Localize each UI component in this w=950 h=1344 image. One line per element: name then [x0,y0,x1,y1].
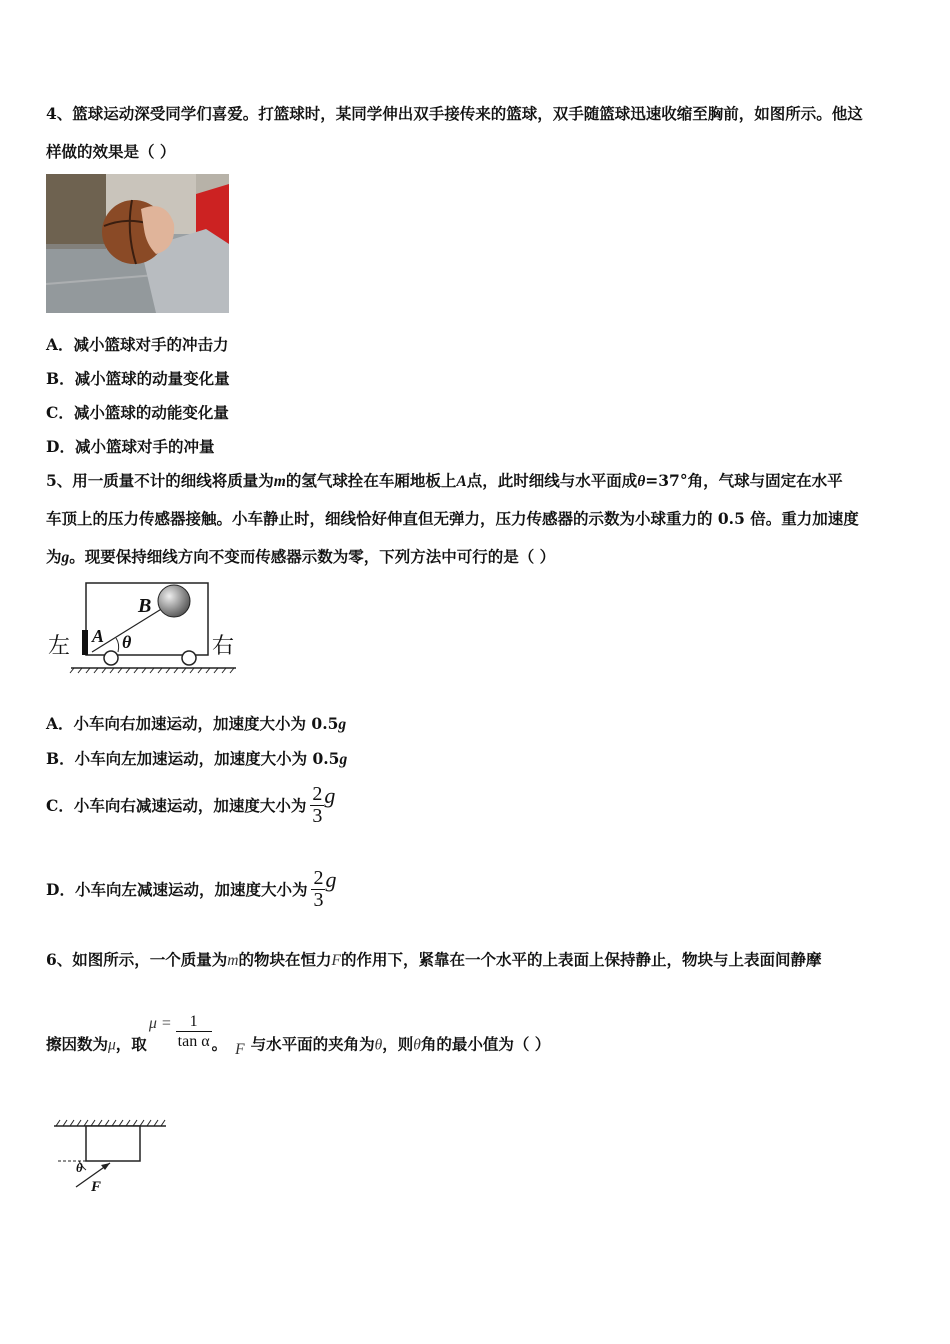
q5-option-d: D．小车向左减速运动，加速度大小为 $\frac{2}{3}$ g [46,866,337,911]
q4-option-a: A．减小篮球对手的冲击力 [46,335,229,354]
q5-figure-left: 左 [48,634,71,659]
q4-stem-line1: 4、篮球运动深受同学们喜爱。打篮球时，某同学伸出双手接传来的篮球，双手随篮球迅速收缩至胸前，如图所示。他这 [46,104,863,123]
q4-option-d: D．减小篮球对手的冲量 [46,437,215,456]
q4-option-b: B．减小篮球的动量变化量 [46,369,230,388]
q5-figure-label-b: B [138,595,152,617]
q5-figure-right: 右 [212,634,235,659]
q4-stem-line2: 样做的效果是（ ） [46,142,176,161]
formula-one-over-tan-alpha: $\frac{1}{\text{tan α}}$ [177,1013,210,1050]
q5-figure-label-theta: θ [122,632,132,652]
q6-figure-label-f: F [91,1179,102,1195]
q5-figure-label-a: A [92,626,105,646]
q5-option-b: B．小车向左加速运动，加速度大小为 0.5g [46,749,348,768]
q6-stem-line2: 擦因数为μ，取μ = $\frac{1}{\text{tan α}}$ 。 F 与水平面的夹角为θ，则θ角的最小值为（ ） [46,1013,551,1058]
q4-basketball-photo [46,174,229,313]
q5-option-c: C．小车向右减速运动，加速度大小为 $\frac{2}{3}$ g [46,782,336,827]
fraction-two-thirds: $\frac{2}{3}$ [312,782,323,827]
q4-option-c: C．减小篮球的动能变化量 [46,403,229,422]
q6-block-diagram [46,1115,176,1200]
q6-stem-line1: 6、如图所示，一个质量为m的物块在恒力F的作用下，紧靠在一个水平的上表面上保持静止，物块与上表面间静摩 [46,950,822,969]
q5-cart-diagram [46,580,246,675]
fraction-two-thirds: $\frac{2}{3}$ [313,866,324,911]
q5-stem-line2: 车顶上的压力传感器接触。小车静止时，细线恰好伸直但无弹力，压力传感器的示数为小球重力的 0.5 倍。重力加速度 [46,509,859,528]
q5-stem-line3: 为g。现要保持细线方向不变而传感器示数为零，下列方法中可行的是（ ） [46,547,556,566]
q5-option-a: A．小车向右加速运动，加速度大小为 0.5g [46,714,347,733]
q6-figure-label-theta: θ [76,1160,83,1175]
q5-stem-line1: 5、用一质量不计的细线将质量为m的氢气球拴在车厢地板上A点，此时细线与水平面成θ=37°角，气球与固定在水平 [46,471,843,490]
